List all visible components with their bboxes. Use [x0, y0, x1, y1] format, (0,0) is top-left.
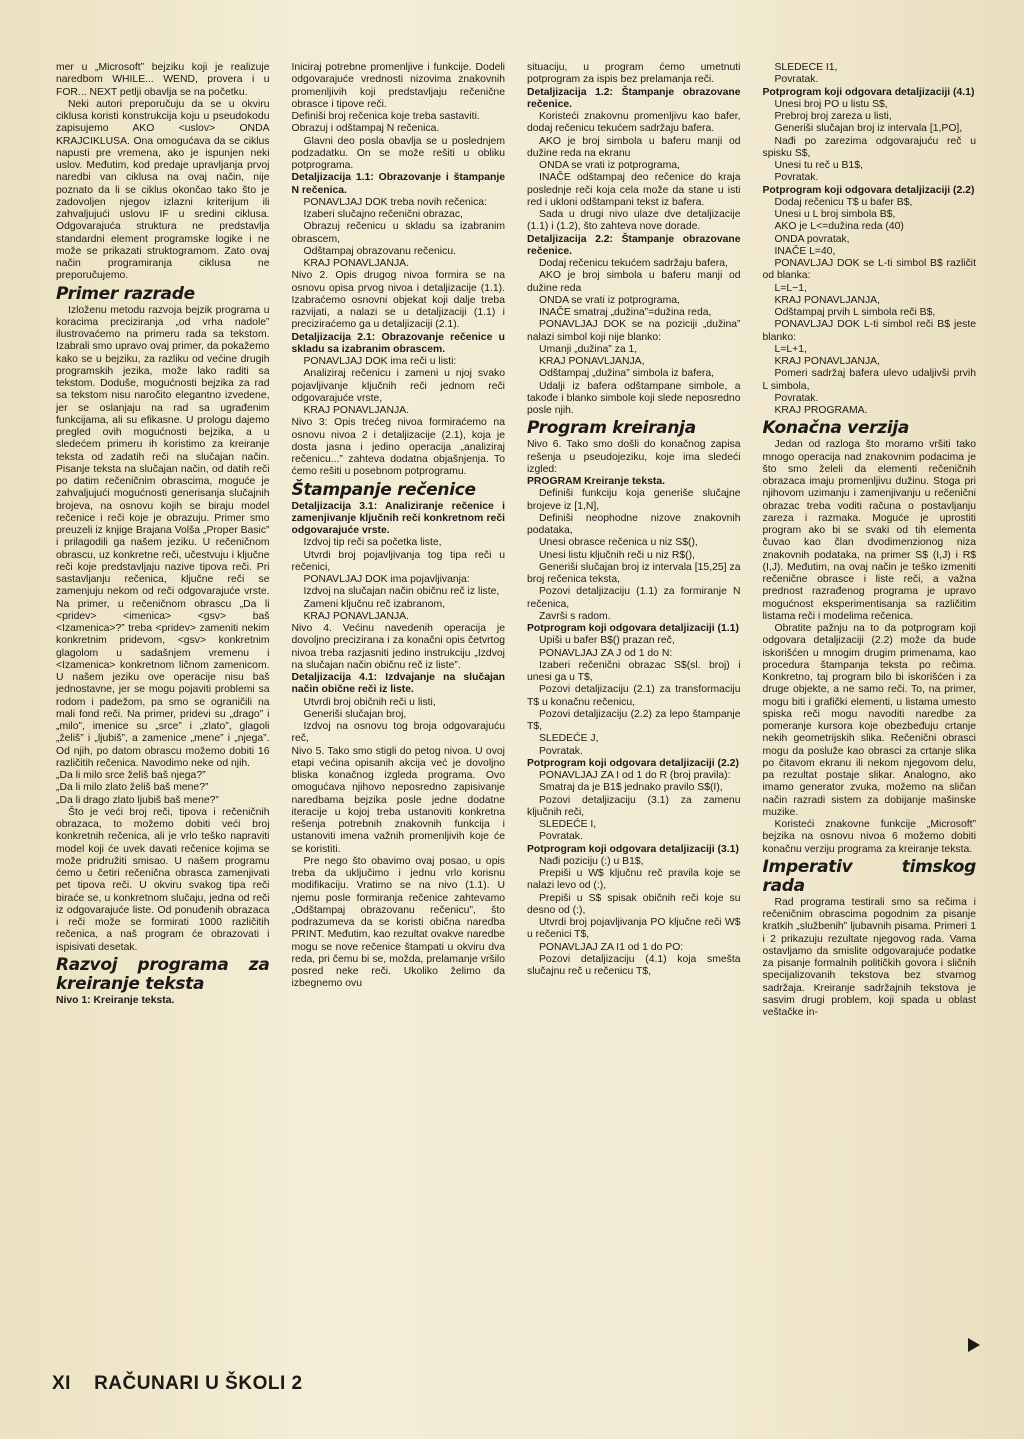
pseudocode-line: SLEDEĆE I,: [539, 819, 597, 830]
pseudocode-line: Unesi broj PO u listu S$,: [774, 98, 888, 110]
pseudocode-line: Izdvoj tip reči sa početka liste,: [303, 537, 442, 549]
paragraph: Nivo 2. Opis drugog nivoa formira se na osnovu opisa prvog nivoa i detaljizacije (1.1). Izabraćemo osnovni objekat koji dalje treba razvijati, a nalazi se u detaljizaciji (1.1) i preciziraćemo ga u detaljizaciji (2.1).: [291, 270, 505, 331]
paragraph: Glavni deo posla obavlja se u poslednjem podzadatku. On se može rešiti u obliku potprograma.: [291, 135, 505, 171]
quote: „Da li milo srce želiš baš njega?”: [56, 770, 206, 781]
subheading: Potprogram koji odgovara detaljizaciji (2.2): [527, 757, 739, 769]
pseudocode-line: Generiši slučajan broj,: [303, 708, 407, 720]
pseudocode-line: Prebroj broj zareza u listi,: [774, 111, 892, 122]
pseudocode-line: Prepiši u S$ spisak običnih reči koje su desno od (:),: [527, 892, 741, 916]
subheading: Potprogram koji odgovara detaljizaciji (4.1): [762, 86, 975, 98]
pseudocode-line: Izaberi rečenični obrazac S$(sl. broj) i unesi ga u T$,: [527, 659, 741, 683]
text-columns: [56, 62, 976, 1352]
subheading: Detaljizacija 3.1: Analiziranje rečenice i zamenjivanje ključnih reči konkretnom reči odgovarajuće vrste.: [291, 500, 505, 536]
pseudocode-line: KRAJ PROGRAMA.: [774, 405, 868, 416]
pseudocode-line: AKO je broj simbola u baferu manji od dužine reda: [527, 270, 741, 294]
pseudocode-line: Dodaj rečenicu tekućem sadržaju bafera,: [539, 258, 728, 269]
pseudocode-line: Smatraj da je B1$ jednako pravilo S$(I),: [539, 782, 723, 794]
column-1: [56, 62, 270, 1352]
pseudocode-line: Odštampaj prvih L simbola reči B$,: [774, 307, 936, 318]
subheading: Potprogram koji odgovara detaljizaciji (1.1): [527, 623, 739, 634]
pseudocode-line: Generiši slučajan broj iz intervala [15,25] za broj rečenica teksta,: [527, 561, 741, 585]
pseudocode-line: SLEDEĆE I1,: [774, 62, 838, 73]
pseudocode-line: INAČE L=40,: [774, 245, 836, 257]
paragraph: Nivo 5. Tako smo stigli do petog nivoa. U ovoj etapi većina opisanih akcija već je dovoljno bliska konačnog izgleda programa. Ovo omogućava njihovo neposredno zapisivanje naredbama bejzika posle jedne dodatne iteracije u kojoj treba ustanoviti konkretna rešenja potrebnih znakovnih funkcija i ustanoviti imena važnih promenljivih koje će se koristiti.: [291, 745, 505, 855]
column-3: [527, 62, 741, 1352]
pseudocode-line: PONAVLJAJ DOK treba novih rečenica:: [303, 196, 487, 208]
pseudocode-line: PONAVLJAJ DOK ima reči u listi:: [303, 356, 457, 367]
pseudocode-line: Prepiši u W$ ključnu reč pravila koje se nalazi levo od (:),: [527, 868, 741, 892]
pseudocode-line: Unesi tu reč u B1$,: [774, 160, 863, 171]
pseudocode-line: Dodaj rečenicu T$ u bafer B$,: [774, 196, 913, 208]
subheading: Detaljizacija 4.1: Izdvajanje na slučajan način obične reči iz liste.: [291, 672, 505, 696]
magazine-title: RAČUNARI U ŠKOLI 2: [94, 1373, 303, 1394]
pseudocode-line: Nađi po zarezima odgovarajuću reč u spisku S$,: [762, 135, 976, 159]
pseudocode-line: Pozovi detaljizaciju (2.1) za transformaciju T$ u konačnu rečenicu,: [527, 684, 741, 708]
quote: „Da li drago zlato ljubiš baš mene?”: [56, 794, 219, 806]
column-2: [292, 62, 506, 1352]
continue-arrow-icon: [968, 1338, 980, 1352]
pseudocode-line: INAČE odštampaj deo rečenice do kraja poslednje reči koja cela može da stane u isti red i ukloni odštampani tekst iz bafera.: [527, 172, 741, 208]
pseudocode-line: AKO je L<=dužina reda (40): [774, 221, 904, 233]
subheading: PROGRAM Kreiranje teksta.: [527, 476, 666, 487]
subheading: Detaljizacija 1.2: Štampanje obrazovane rečenice.: [527, 86, 741, 110]
pseudocode-line: KRAJ PONAVLJANJA.: [303, 405, 409, 416]
pseudocode-line: Udalji iz bafera odštampane simbole, a takođe i blanko simbole koji slede neposredno posle njih.: [527, 380, 741, 416]
paragraph: Izloženu metodu razvoja bejzik programa u koracima preciziranja „od vrha nadole” ilustrovaćemo na primeru rada sa tekstom. Izabrali smo upravo ovaj primer, da pokažemo kako se u bejziku, za razliku od većine drugih programskih jezika, može lako raditi sa tekstom. Doduše, mogućnosti bejzika za rad sa tekstom nisu naročito elegantno izvedene, jer se oslanjaju na rad sa ugrađenim funkcijama, ali su efikasne. U prologu dajemo pregled ovih mogućnosti bejzika, a u sledećem primeru ih koristimo za kreiranje teksta od zadatih reči na slučajan način. Pisanje teksta na slučajan način, od datih reči po datim rečeničnim obrascima, moguće je zahvaljujući mogućnosti generisanja slučajnih brojeva, na osnovu kojih se biraju model rečenice i reči koje je obrazuju. Primer smo preuzeli iz knjige Brajana Volša „Proper Basic” i prilagodili ga našem jeziku. U rečeničnom obrascu, uz konkretne reči, učestvuju i ključne reči koje predstavljaju nazive tipova reči. Pri sastavljanju rečenica, ključne reči se zamenjuju nekom od reči odgovarajuće vrste. Na primer, u rečeničnom obrascu „Da li <pridev> <imenica> <gsv> baš <Izamenica>?” treba <pridev> zameniti nekim konkretnim pridevom, <gsv> konkretnim glagolom u sadašnjem vremenu i <Izamenica> konkretnom ličnom zamenicom. U našem jeziku ove operacije nisu baš jednostavne, jer se mogu pojaviti problemi sa rodom i padežom, pa smo se ograničili na mali fond reči. Na primer, pridevi su „drago” i „milo”, imenice su „srce” i „zlato”, glagoli „želiš” i „ljubiš”, a zamenice „mene” i „njega”. Od njih, po datom obrascu možemo dobiti 16 različitih rečenica. Navodimo neke od njih.: [56, 304, 270, 769]
paragraph: mer u „Microsoft” bejziku koji je realizuje naredbom WHILE... WEND, provera i u FOR... NEXT petlji obavlja se na početku.: [56, 62, 270, 98]
paragraph: Obrazuj i odštampaj N rečenica.: [291, 123, 440, 135]
pseudocode-line: Pozovi detaljizaciju (1.1) za formiranje N rečenica,: [527, 586, 741, 610]
section-heading: Primer razrade: [56, 283, 195, 304]
pseudocode-line: ONDA se vrati iz potprograma,: [539, 160, 680, 171]
paragraph: Sada u drugi nivo ulaze dve detaljizacije (1.1) i (1.2), što zahteva nove dorade.: [527, 209, 741, 233]
pseudocode-line: Pomeri sadržaj bafera ulevo udaljivši prvih L simbola,: [762, 368, 976, 392]
pseudocode-line: Unesi listu ključnih reči u niz R$(),: [539, 549, 695, 561]
pseudocode-line: Povratak.: [774, 172, 819, 184]
pseudocode-line: PONAVLJAJ ZA I od 1 do R (broj pravila):: [539, 770, 731, 781]
pseudocode-line: ONDA se vrati iz potprograma,: [539, 294, 680, 306]
page-footer: [52, 1373, 303, 1395]
pseudocode-line: KRAJ PONAVLJANJA,: [539, 356, 645, 367]
level-label: Nivo 1: Kreiranje teksta.: [56, 994, 175, 1006]
paragraph: Nivo 3: Opis trećeg nivoa formiraćemo na osnovu nivoa 2 i detaljizacije (2.1), koja je dosta jasna i jedino operacija „analiziraj rečenicu...” zahteva dodatna objašnjenja. To ćemo rešiti u posebnom potprogramu.: [291, 417, 505, 478]
pseudocode-line: Utvrdi broj pojavljivanja tog tipa reči u rečenici,: [291, 549, 505, 573]
pseudocode-line: PONAVLJAJ DOK ima pojavljivanja:: [303, 574, 470, 585]
pseudocode-line: Odštampaj obrazovanu rečenicu.: [303, 245, 456, 257]
pseudocode-line: Umanji „dužina” za 1,: [539, 343, 638, 355]
pseudocode-line: KRAJ PONAVLJANJA.: [303, 610, 409, 622]
subheading: Potprogram koji odgovara detaljizaciji (3.1): [527, 843, 739, 855]
pseudocode-line: Utvrdi broj običnih reči u listi,: [303, 696, 436, 708]
section-heading: Imperativ timskog rada: [762, 856, 976, 896]
quote: „Da li milo zlato želiš baš mene?”: [56, 782, 209, 794]
pseudocode-line: L=L+1,: [774, 343, 807, 355]
paragraph: Neki autori preporučuju da se u okviru ciklusa koristi konstrukcija koju u pseudokodu zapisujemo AKO <uslov> ONDA KRAJCIKLUSA. Ona omogućava da se ciklus napusti pre vremena, ako je ispunjen neki uslov. Međutim, kod predaje upravljanja prvoj naredbi van ciklusa na ovaj način, nije poznato da li se ciklus okončao tako što je zadovoljen njegov izlazni kriterijum ili zahvaljujući uslovu IF u sredini ciklusa. Odgovarajuća struktura ne predstavlja standardni element programske logike i ne može se prikazati struktogramom. Zato ovaj način programiranja ciklusa ne preporučujemo.: [56, 98, 270, 282]
pseudocode-line: KRAJ PONAVLJANJA.: [303, 258, 409, 269]
pseudocode-line: Pozovi detaljizaciju (3.1) za zamenu ključnih reči,: [527, 794, 741, 818]
pseudocode-line: Povratak.: [774, 74, 819, 86]
pseudocode-line: Analiziraj rečenicu i zameni u njoj svako pojavljivanje ključnih reči jednom reči odgovarajuće vrste,: [291, 368, 505, 404]
paragraph: Obratite pažnju na to da potprogram koji odgovara detaljizaciji (2.2) može da bude iskorišćen u mnogim drugim primenama, kao procedura štampanja teksta po rečima. Konkretno, taj program bilo bi iskorišćen i za druge objekte, a ne samo reči. To, na primer, mogu biti i grafički elementi, u listama umesto spiska reči mogu navoditi naredbe za pomeranje kursora koje obezbeđuju crtanje nekih geometrijskih slika. Rečenični obrasci mogu da posluže kao obrasci za crtanje slika po čitavom ekranu ili nekom njegovom delu, pa rezultat postaje slikar. Analogno, ako imamo generator zvuka, možemo na sličan način razradi sistem za dobijanje mašinske muzike.: [762, 623, 976, 818]
pseudocode-line: KRAJ PONAVLJANJA,: [774, 294, 880, 306]
pseudocode-line: PONAVLJAJ DOK L-ti simbol reči B$ jeste blanko:: [762, 319, 976, 343]
paragraph: situaciju, u program ćemo umetnuti potprogram za ispis bez prelamanja reči.: [527, 62, 741, 86]
pseudocode-line: L=L−1,: [774, 282, 807, 294]
paragraph: Jedan od razloga što moramo vršiti tako mnogo operacija nad znakovnim podacima je što smo želeli da elementi rečeničnih obrazaca imaju promenljivu dužinu. Stoga pri njihovom uzimanju i zamenjivanju u rečenični obrazac treba voditi računa o postavljanju zareza i razmaka. Moguće je uprostiti program ako bi se svaki od tih elementa čuvao kao član dvodimenzionog niza znakovnih podataka, na primer S$ (I,J) i R$ (I,J). Međutim, na ovaj način je teško izmeniti rečenične obrasce i liste reči, a važna prednost razrađenog programa je upravo mogućnost eksperimentisanja sa različitim listama reči i modelima rečenica.: [762, 439, 976, 622]
pseudocode-line: KRAJ PONAVLJANJA,: [774, 356, 880, 367]
pseudocode-line: Izaberi slučajno rečenični obrazac,: [303, 209, 463, 220]
pseudocode-line: PONAVLJAJ ZA I1 od 1 do PO:: [539, 941, 684, 953]
pseudocode-line: Zameni ključnu reč izabranom,: [303, 598, 445, 610]
pseudocode-line: Generiši slučajan broj iz intervala [1,PO],: [774, 123, 963, 135]
page-number: XI: [52, 1373, 71, 1394]
section-heading: Konačna verzija: [762, 418, 910, 439]
pseudocode-line: Povratak.: [774, 392, 819, 404]
pseudocode-line: Utvrdi broj pojavljivanja PO ključne reči W$ u rečenici T$,: [527, 917, 741, 941]
subheading: Detaljizacija 2.1: Obrazovanje rečenice u skladu sa izabranim obrascem.: [291, 331, 505, 355]
column-4: [763, 62, 977, 1352]
pseudocode-line: Definiši funkciju koja generiše slučajne brojeve iz [1,N],: [527, 488, 741, 512]
pseudocode-line: ONDA povratak,: [774, 233, 850, 245]
pseudocode-line: Izdvoj na slučajan način običnu reč iz liste,: [303, 586, 500, 598]
pseudocode-line: PONAVLJAJ DOK se na poziciji „dužina” nalazi simbol koji nije blanko:: [527, 319, 741, 343]
paragraph: Rad programa testirali smo sa rečima i rečeničnim obrascima pogodnim za pisanje kratkih „službenih” ljubavnih pisama. Primeri 1 i 2 prikazuju rezultate njegovog rada. Vama ostavljamo da smislite odgovarajuće podatke za pisanje formalnih političkih govora i sličnih specijalizovanih tekstova bez stvarnog sadržaja. Kreiranje sadržajnih tekstova je sasvim drugi problem, koji spada u oblast veštačke in-: [762, 896, 976, 1018]
paragraph: Koristeći znakovnu promenljivu kao bafer, dodaj rečenicu tekućem sadržaju bafera.: [527, 111, 741, 135]
pseudocode-line: PONAVLJAJ DOK se L-ti simbol B$ različit od blanka:: [762, 258, 976, 282]
subheading: Potprogram koji odgovara detaljizaciji (2.2): [762, 184, 975, 196]
paragraph: Nivo 4. Većinu navedenih operacija je dovoljno precizirana i za konačni opis četvrtog nivoa treba razjasniti jedino instrukciju „Izdvoj na slučajan način običnu reč iz liste”.: [291, 623, 505, 671]
pseudocode-line: PONAVLJAJ ZA J od 1 do N:: [539, 647, 673, 659]
pseudocode-line: Pozovi detaljizaciju (4.1) koja smešta slučajnu reč u rečenicu T$,: [527, 953, 741, 977]
paragraph: Pre nego što obavimo ovaj posao, u opis treba da uključimo i jednu vrlo korisnu modifikaciju. Vratimo se na nivo (1.1). U njemu posle formiranja rečenice zahtevamo „Odštampaj obrazovanu rečenicu”, što podrazumeva da se koristi obična naredba PRINT. Međutim, kao rezultat ovakve naredbe mogu se nove rečenice štampati u okviru dva reda, pri čemu bi se, možda, prelamanje vršilo posred neke reči. Ukoliko želimo da izbegnemo ovu: [291, 855, 505, 990]
pseudocode-line: INAČE smatraj „dužina”=dužina reda,: [539, 307, 712, 318]
pseudocode-line: Unesi u L broj simbola B$,: [774, 209, 896, 220]
section-heading: Razvoj programa za kreiranje teksta: [56, 954, 270, 994]
paragraph: Iniciraj potrebne promenljive i funkcije. Dodeli odgovarajuće vrednosti nizovima znakovnih promenljivih koji predstavljaju rečenične obrasce i tipove reči.: [291, 62, 505, 110]
pseudocode-line: Odštampaj „dužina” simbola iz bafera,: [539, 368, 714, 380]
pseudocode-line: Izdvoj na osnovu tog broja odgovarajuću reč,: [291, 721, 505, 745]
pseudocode-line: Unesi obrasce rečenica u niz S$(),: [539, 537, 698, 549]
section-heading: Štampanje rečenice: [291, 479, 476, 500]
pseudocode-line: SLEDEĆE J,: [539, 733, 599, 745]
pseudocode-line: Upiši u bafer B$() prazan reč,: [539, 635, 675, 647]
paragraph: Definiši broj rečenica koje treba sastaviti.: [291, 111, 480, 122]
paragraph: Nivo 6. Tako smo došli do konačnog zapisa rešenja u pseudojeziku, koje ima sledeći izgled:: [527, 439, 741, 475]
pseudocode-line: Definiši neophodne nizove znakovnih podataka,: [527, 512, 741, 536]
pseudocode-line: Završi s radom.: [539, 610, 611, 622]
pseudocode-line: Obrazuj rečenicu u skladu sa izabranim obrascem,: [291, 221, 505, 245]
pseudocode-line: Povratak.: [539, 745, 583, 757]
subheading: Detaljizacija 1.1: Obrazovanje i štampanje N rečenica.: [291, 172, 505, 196]
paragraph: Koristeći znakovne funkcije „Microsoft” bejzika na osnovu nivoa 6 možemo dobiti konačnu verziju programa za kreiranje teksta.: [762, 819, 976, 855]
subheading: Detaljizacija 2.2: Štampanje obrazovane rečenice.: [527, 233, 741, 257]
pseudocode-line: Pozovi detaljizaciju (2.2) za lepo štampanje T$,: [527, 708, 741, 732]
pseudocode-line: Nađi poziciju (:) u B1$,: [539, 855, 644, 867]
pseudocode-line: AKO je broj simbola u baferu manji od dužine reda na ekranu: [527, 135, 741, 159]
section-heading: Program kreiranja: [527, 418, 696, 439]
paragraph: Što je veći broj reči, tipova i rečeničnih obrazaca, to možemo dobiti veći broj konkretnih rečenica, ali je vrlo teško napraviti model koji će uvek davati rečenice kojima se može pridružiti smisao. U našem programu ćemo u četiri rečenična obrasca zamenjivati pet tipova reči. U okviru svakog tipa reči biraće se, u konkretnom slučaju, jedna od reči iz odgovarajuće liste. Od ponuđenih obrazaca i reči može se formirati 1000 različitih rečenica, a naš program će obrazovati i ispisivati desetak.: [56, 806, 270, 953]
pseudocode-line: Povratak.: [539, 831, 583, 843]
